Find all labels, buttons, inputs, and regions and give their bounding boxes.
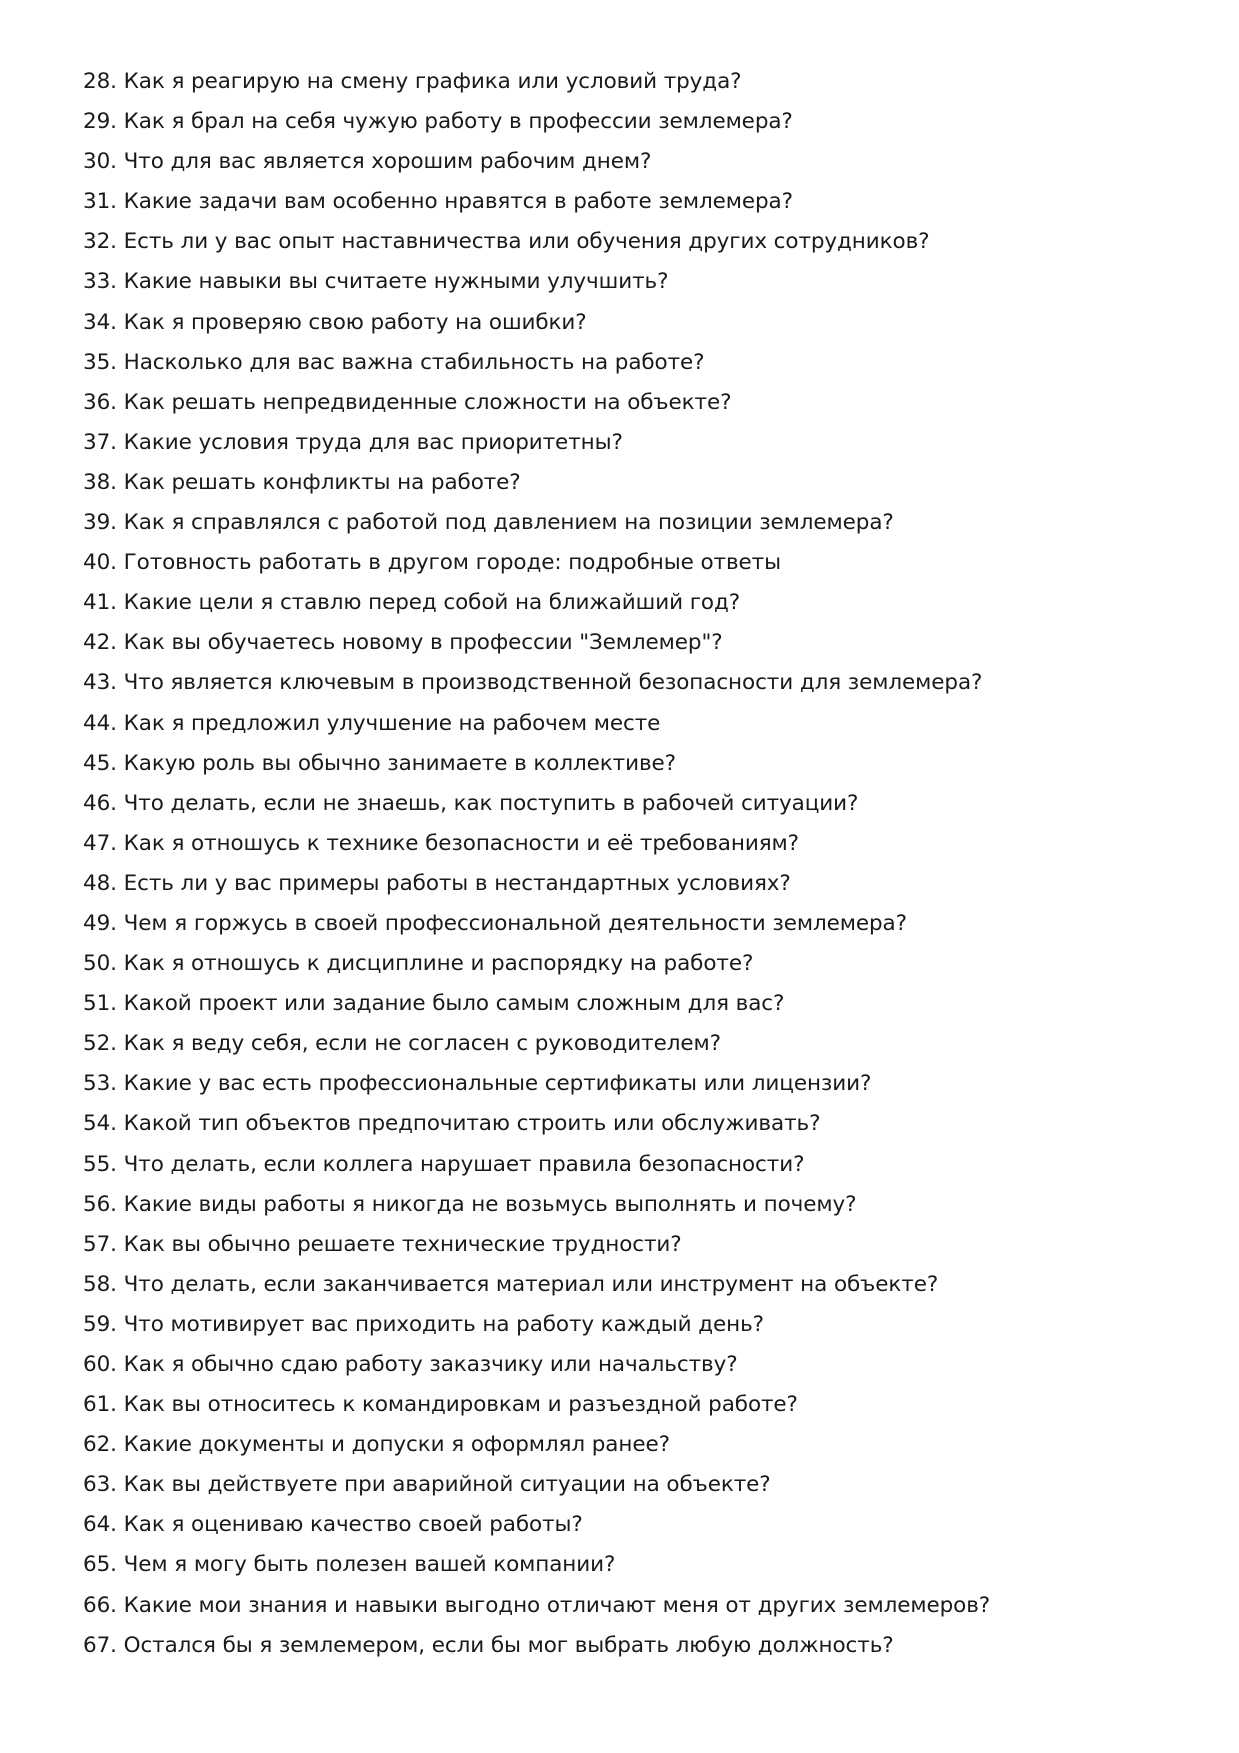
question-item: 44. Как я предложил улучшение на рабочем месте	[83, 710, 661, 736]
question-item: 58. Что делать, если заканчивается материал или инструмент на объекте?	[83, 1271, 939, 1297]
question-item: 54. Какой тип объектов предпочитаю строить или обслуживать?	[83, 1111, 821, 1137]
question-item: 49. Чем я горжусь в своей профессиональной деятельности землемера?	[83, 910, 907, 936]
question-item: 51. Какой проект или задание было самым сложным для вас?	[83, 991, 785, 1017]
question-list	[83, 62, 1203, 1666]
question-item: 64. Как я оцениваю качество своей работы?	[83, 1512, 583, 1538]
question-item: 38. Как решать конфликты на работе?	[83, 469, 521, 495]
question-item: 59. Что мотивирует вас приходить на работу каждый день?	[83, 1311, 764, 1337]
question-item: 43. Что является ключевым в производственной безопасности для землемера?	[83, 670, 983, 696]
question-item: 67. Остался бы я землемером, если бы мог выбрать любую должность?	[83, 1632, 894, 1658]
question-item: 63. Как вы действуете при аварийной ситуации на объекте?	[83, 1472, 771, 1498]
question-item: 60. Как я обычно сдаю работу заказчику или начальству?	[83, 1352, 738, 1377]
question-item: 40. Готовность работать в другом городе: подробные ответы	[83, 550, 781, 576]
question-item: 36. Как решать непредвиденные сложности на объекте?	[83, 389, 732, 415]
question-item: 62. Какие документы и допуски я оформлял ранее?	[83, 1432, 670, 1458]
question-item: 56. Какие виды работы я никогда не возьмусь выполнять и почему?	[83, 1191, 857, 1217]
question-item: 42. Как вы обучаетесь новому в профессии "Землемер"?	[83, 630, 723, 656]
question-item: 46. Что делать, если не знаешь, как поступить в рабочей ситуации?	[83, 790, 859, 816]
question-item: 55. Что делать, если коллега нарушает правила безопасности?	[83, 1151, 805, 1177]
question-item: 48. Есть ли у вас примеры работы в нестандартных условиях?	[83, 870, 791, 896]
question-item: 31. Какие задачи вам особенно нравятся в работе землемера?	[83, 189, 793, 215]
question-item: 32. Есть ли у вас опыт наставничества или обучения других сотрудников?	[83, 229, 930, 255]
question-item: 33. Какие навыки вы считаете нужными улучшить?	[83, 269, 669, 295]
question-item: 66. Какие мои знания и навыки выгодно отличают меня от других землемеров?	[83, 1592, 991, 1618]
question-item: 45. Какую роль вы обычно занимаете в коллективе?	[83, 750, 676, 776]
question-item: 50. Как я отношусь к дисциплине и распорядку на работе?	[83, 951, 754, 977]
question-item: 57. Как вы обычно решаете технические трудности?	[83, 1231, 682, 1257]
question-item: 65. Чем я могу быть полезен вашей компании?	[83, 1552, 616, 1578]
question-item: 30. Что для вас является хорошим рабочим днем?	[83, 149, 652, 175]
question-item: 34. Как я проверяю свою работу на ошибки?	[83, 309, 587, 335]
question-item: 35. Насколько для вас важна стабильность на работе?	[83, 349, 705, 375]
question-item: 52. Как я веду себя, если не согласен с руководителем?	[83, 1031, 721, 1057]
question-item: 61. Как вы относитесь к командировкам и разъездной работе?	[83, 1392, 798, 1418]
question-item: 53. Какие у вас есть профессиональные сертификаты или лицензии?	[83, 1071, 872, 1097]
question-item: 29. Как я брал на себя чужую работу в профессии землемера?	[83, 109, 793, 135]
question-item: 39. Как я справлялся с работой под давлением на позиции землемера?	[83, 510, 894, 536]
question-item: 47. Как я отношусь к технике безопасности и её требованиям?	[83, 830, 799, 856]
question-item: 41. Какие цели я ставлю перед собой на ближайший год?	[83, 590, 741, 616]
question-item: 37. Какие условия труда для вас приоритетны?	[83, 429, 623, 455]
question-item: 28. Как я реагирую на смену графика или условий труда?	[83, 69, 742, 94]
